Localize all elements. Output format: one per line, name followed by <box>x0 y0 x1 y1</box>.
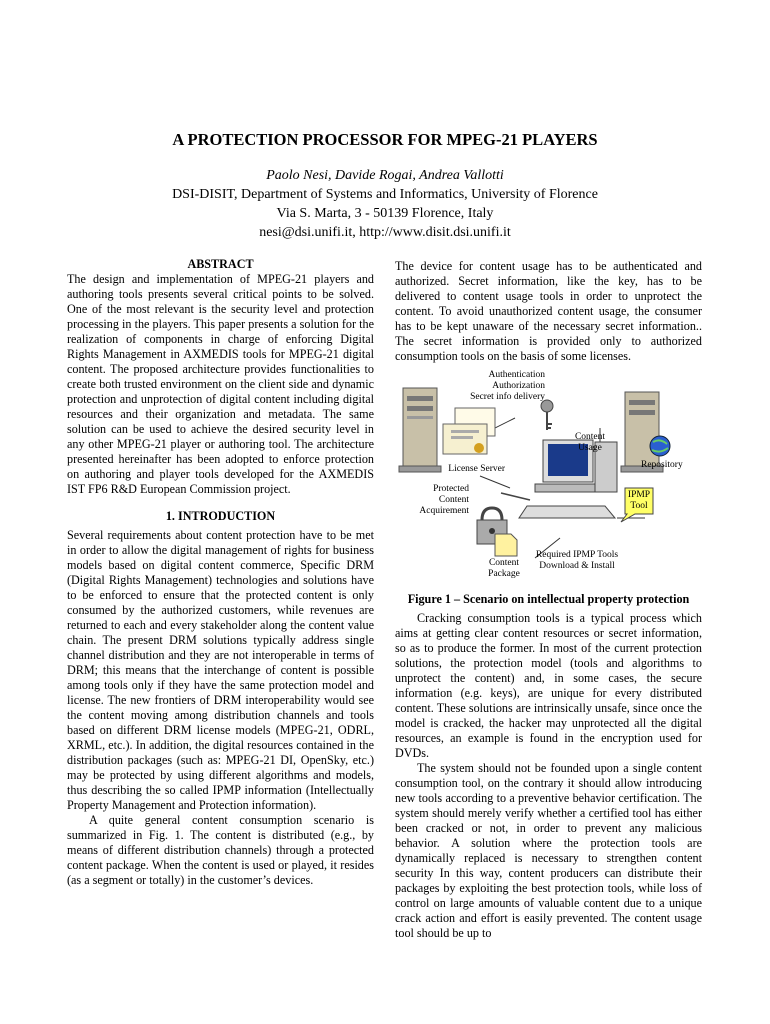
figure-1 <box>395 368 702 586</box>
cert-arrow-line <box>480 476 510 488</box>
repository-label: Repository <box>641 460 683 470</box>
intro-paragraph-1: Several requirements about content protection have to be met in order to allow the digital management of rights for business models based on digital content commerce, Specific DRM (Digital Rights Management) technologies and solutions have to be enforced to ensure that the protected content is only consumed by the authorized customers, while revenues are returned to each and every stakeholder along the content value chain. The present DRM solutions typically address single channel distribution and they are not interoperable in terms of DRM; this means that the interchange of content is possible among tools only if they have the same protection model and license. The new frontiers of DRM interoperability would see the content moving among distribution channels and tools based on different DRM license models (MPEG-21, ODRL, XRML, etc.). In addition, the digital resources contained in the distribution packages (such as: MPEG-21 DI, OpenSky, etc.) may be protected by using different algorithms and models, thus describing the so called IPMP information (Intellectually Property Management and Protection information). <box>67 528 374 812</box>
license-server-icon <box>399 388 441 472</box>
content-package-icon <box>495 534 517 556</box>
affiliation: DSI-DISIT, Department of Systems and Informatics, University of Florence <box>172 187 598 202</box>
left-column <box>67 257 374 888</box>
abstract-text: The design and implementation of MPEG-21 players and authoring tools presents several critical points to be solved. One of the most relevant is the security level and protection processing in the players. This paper presents a solution for the realization of components in charge of enforcing Digital Rights Management in AXMEDIS tools for MPEG-21 digital content. The proposed architecture provides functionalities to create both trusted environment on the client side and dynamic protection and unprotection of digital content including digital resources and their organization and metadata. The same solution can be used to achieve the desired security level in any other MPEG-21 player or authoring tool. The architecture presented hereinafter has been adopted to enforce protection on authoring and player tools developed for the AXMEDIS IST FP6 R&D European Commission project. <box>67 272 374 496</box>
ipmp-tool-label: IPMP Tool <box>627 490 651 511</box>
figure-caption: Figure 1 – Scenario on intellectual property protection <box>407 592 690 606</box>
protected-content-label: Protected Content Acquirement <box>419 484 469 516</box>
license-server-label: License Server <box>448 464 505 474</box>
right-paragraph-2: Cracking consumption tools is a typical process which aims at getting clear content resources or secret information, so as to produce the former. In most of the current protection solutions, the protection model (tools and algorithms to unprotect the content) and, in some cases, the secure information (e.g. keys), are unique for every distributed content. These solutions are intrinsically unsafe, since once the model is cracked, the hacker may unprotected all the digital resources, an example is found in the encryption used for DVDs. <box>395 611 702 760</box>
author-names: Paolo Nesi, Davide Rogai, Andrea Vallotti <box>266 168 504 183</box>
right-column <box>395 259 702 941</box>
author-block <box>0 166 770 242</box>
intro-paragraph-2: A quite general content consumption scenario is summarized in Fig. 1. The content is distributed (e.g., by means of different distribution channels) through a protected content package. When the content is used or played, it resides (as a segment or totally) in the customer’s devices. <box>67 813 374 887</box>
content-usage-label: Content Usage <box>574 432 606 453</box>
contact: nesi@dsi.unifi.it, http://www.disit.dsi.unifi.it <box>259 225 511 240</box>
required-tools-label: Required IPMP Tools Download & Install <box>535 550 619 571</box>
key-icon <box>541 400 553 430</box>
abstract-heading: ABSTRACT <box>187 257 254 271</box>
content-package-label: Content Package <box>488 558 520 579</box>
right-paragraph-3: The system should not be founded upon a single content consumption tool, on the contrary it should allow introducing new tools according to a preventive behavior certification. The system should merely verify whether a certified tool has either been cracked or not, in order to prevent any malicious behavior. A solution where the protection tools are dynamically replaced is necessary to strengthen content security In this way, content producers can distribute their packages by exploiting the best protection tools, while loss of control on large amounts of valuable content due to a unique crack action and effort is easily prevented. The content usage tool should be up to <box>395 761 702 940</box>
introduction-heading: 1. INTRODUCTION <box>165 509 276 523</box>
license-certificate-icon <box>443 408 495 454</box>
paper-title: A PROTECTION PROCESSOR FOR MPEG-21 PLAYERS <box>172 130 598 149</box>
address: Via S. Marta, 3 - 50139 Florence, Italy <box>276 206 494 221</box>
right-paragraph-1: The device for content usage has to be authenticated and authorized. Secret information, like the key, has to be delivered to content usage tools in order to unprotect the content. To avoid unauthorized content usage, the consumer has to be kept unaware of the necessary secret information.. The secret information is provided only to authorized consumption tools on the basis of some licenses. <box>395 259 702 363</box>
auth-label: Authentication Authorization Secret info delivery <box>470 370 545 402</box>
